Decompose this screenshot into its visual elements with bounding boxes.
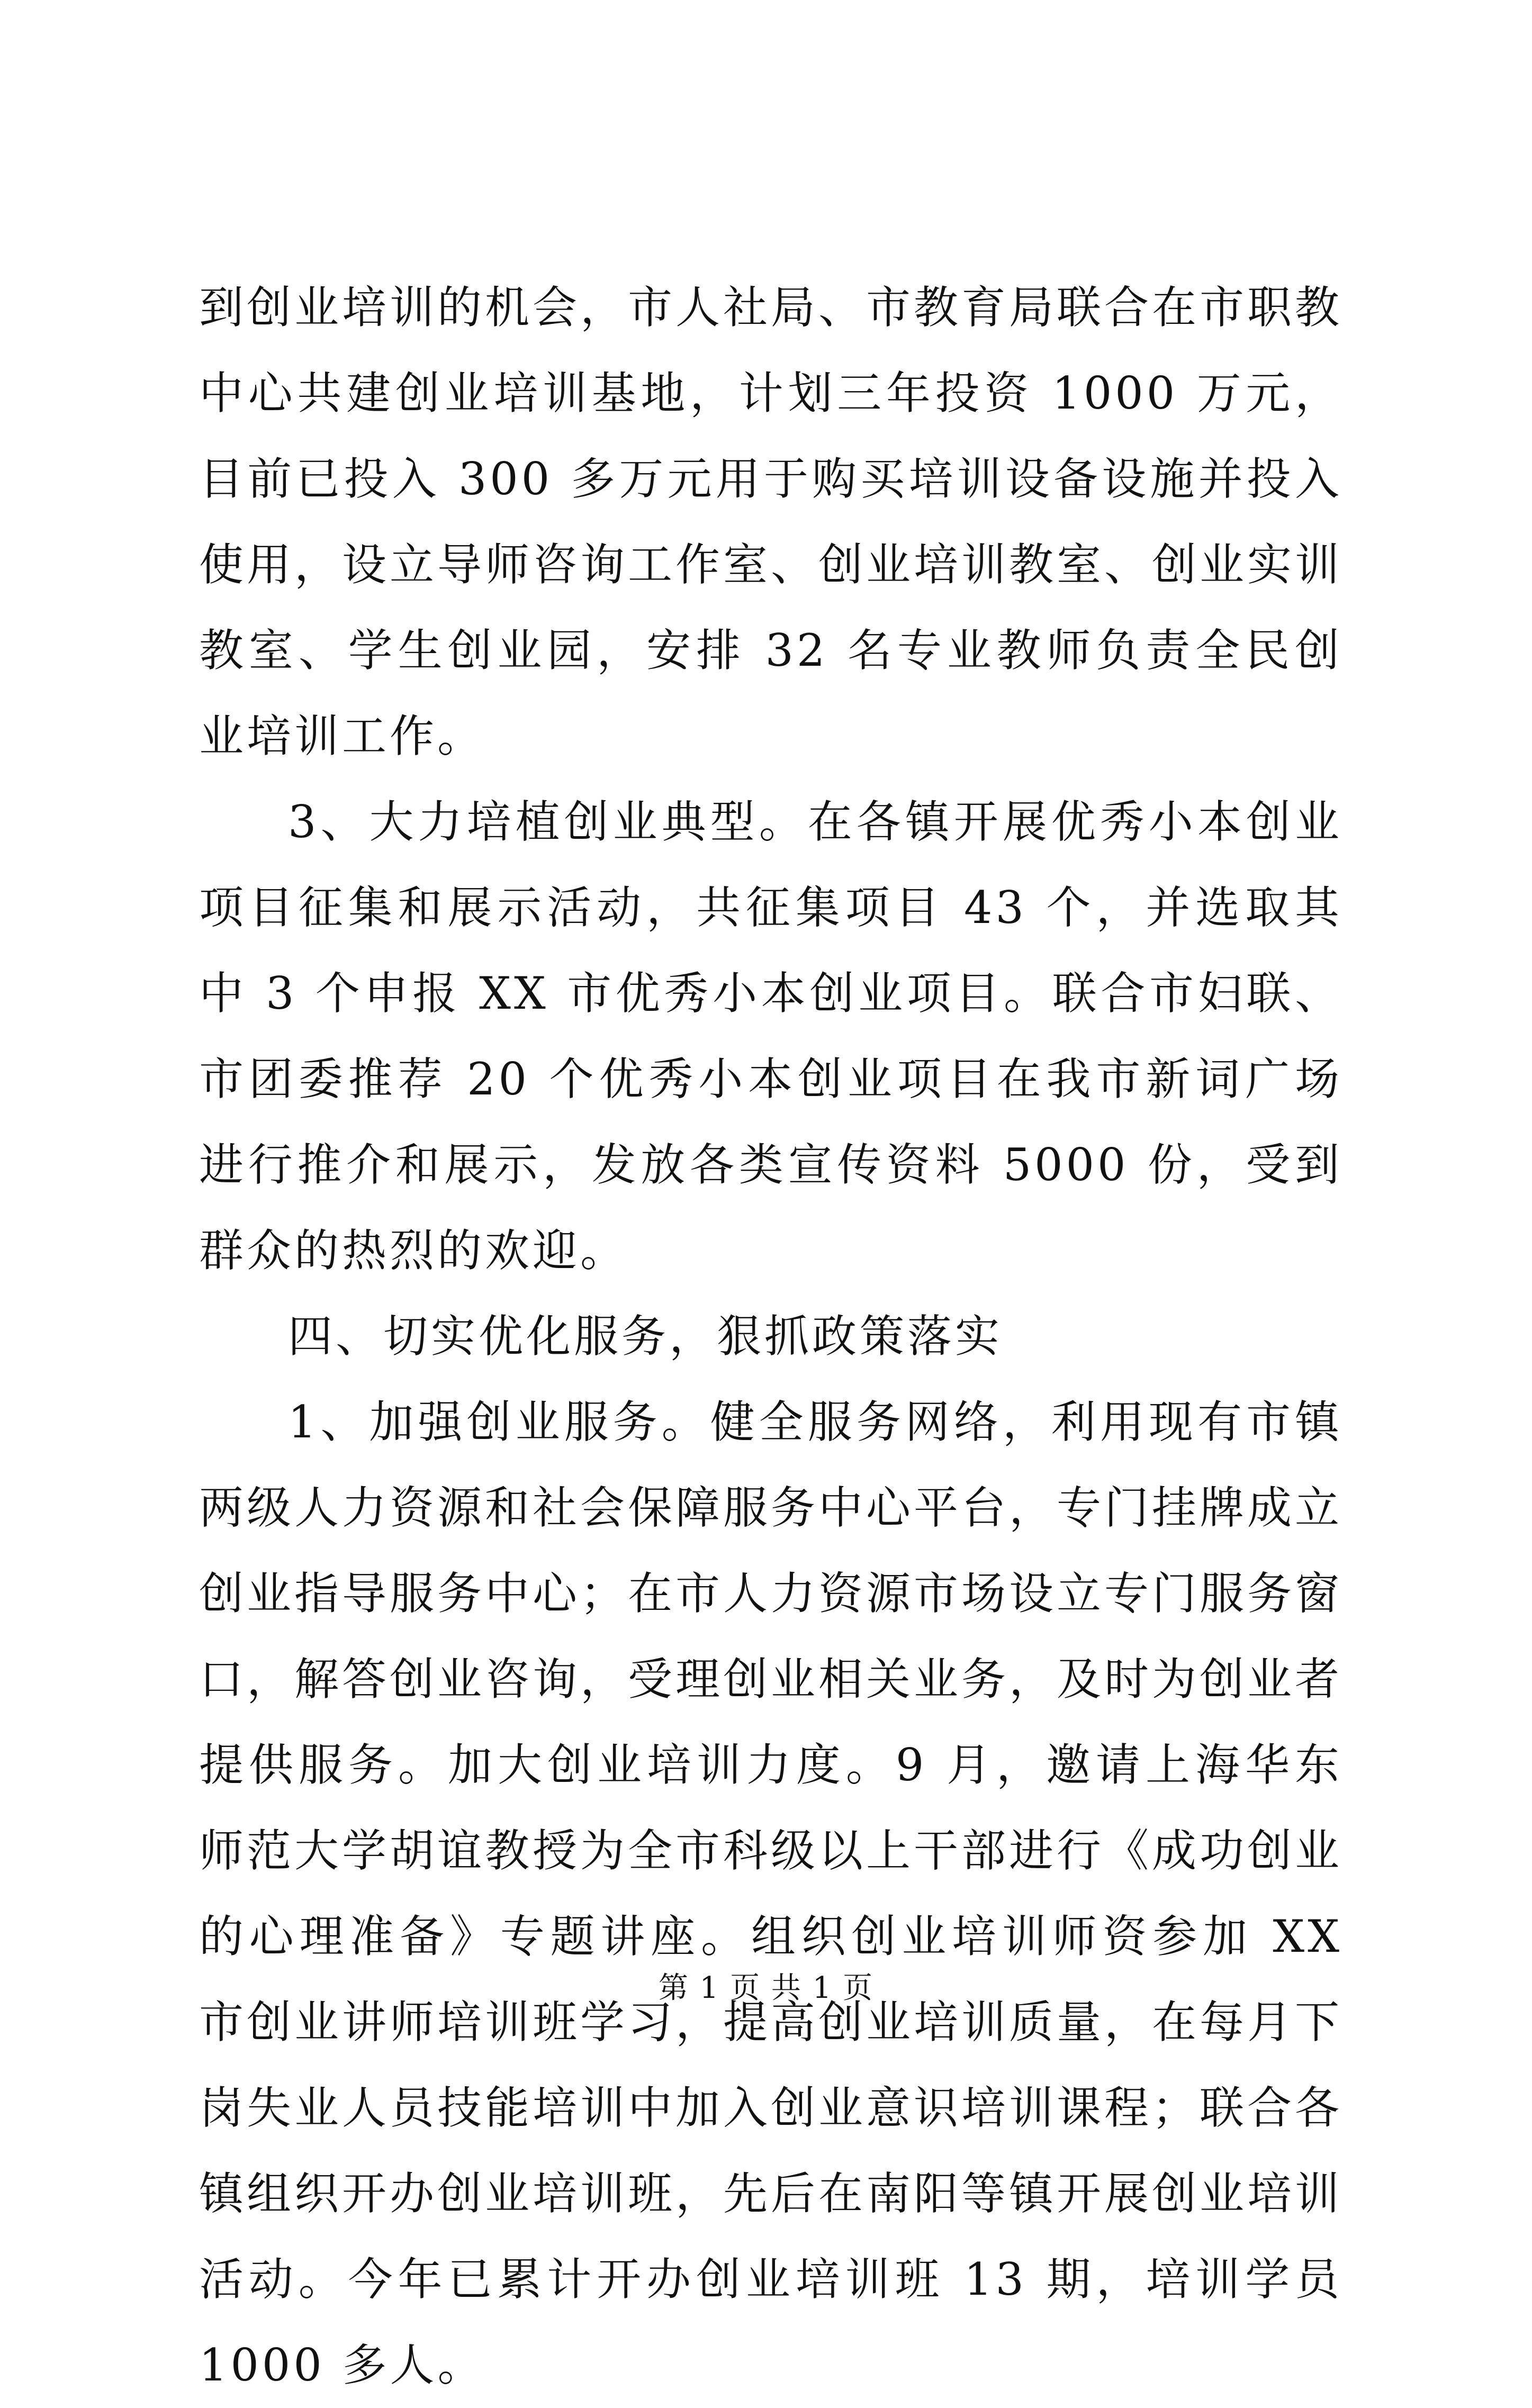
paragraph-continuation: 到创业培训的机会，市人社局、市教育局联合在市职教中心共建创业培训基地，计划三年投资 1000 万元，目前已投入 300 多万元用于购买培训设备设施并投入使用，设立导师咨询工作室、创业培训教室、创业实训教室、学生创业园，安排 32 名专业教师负责全民创业培训工作。	[199, 282, 1343, 762]
paragraph-item-1: 1、加强创业服务。健全服务网络，利用现有市镇两级人力资源和社会保障服务中心平台，专门挂牌成立创业指导服务中心；在市人力资源市场设立专门服务窗口，解答创业咨询，受理创业相关业务，及时为创业者提供服务。加大创业培训力度。9 月，邀请上海华东师范大学胡谊教授为全市科级以上干部进行《成功创业的心理准备》专题讲座。组织创业培训师资参加 XX 市创业讲师培训班学习，提高创业培训质量，在每月下岗失业人员技能培训中加入创业意识培训课程；联合各镇组织开办创业培训班，先后在南阳等镇开展创业培训活动。今年已累计开办创业培训班 13 期，培训学员 1000 多人。	[199, 1396, 1343, 2391]
document-body	[199, 265, 1342, 2408]
page-footer: 第 1 页 共 1 页	[658, 1971, 874, 2005]
section-heading-4: 四、切实优化服务，狠抓政策落实	[288, 1310, 1003, 1362]
paragraph-item-3: 3、大力培植创业典型。在各镇开展优秀小本创业项目征集和展示活动，共征集项目 43 个，并选取其中 3 个申报 XX 市优秀小本创业项目。联合市妇联、市团委推荐 20 个优秀小本创业项目在我市新词广场进行推介和展示，发放各类宣传资料 5000 份，受到群众的热烈的欢迎。	[199, 796, 1342, 1277]
